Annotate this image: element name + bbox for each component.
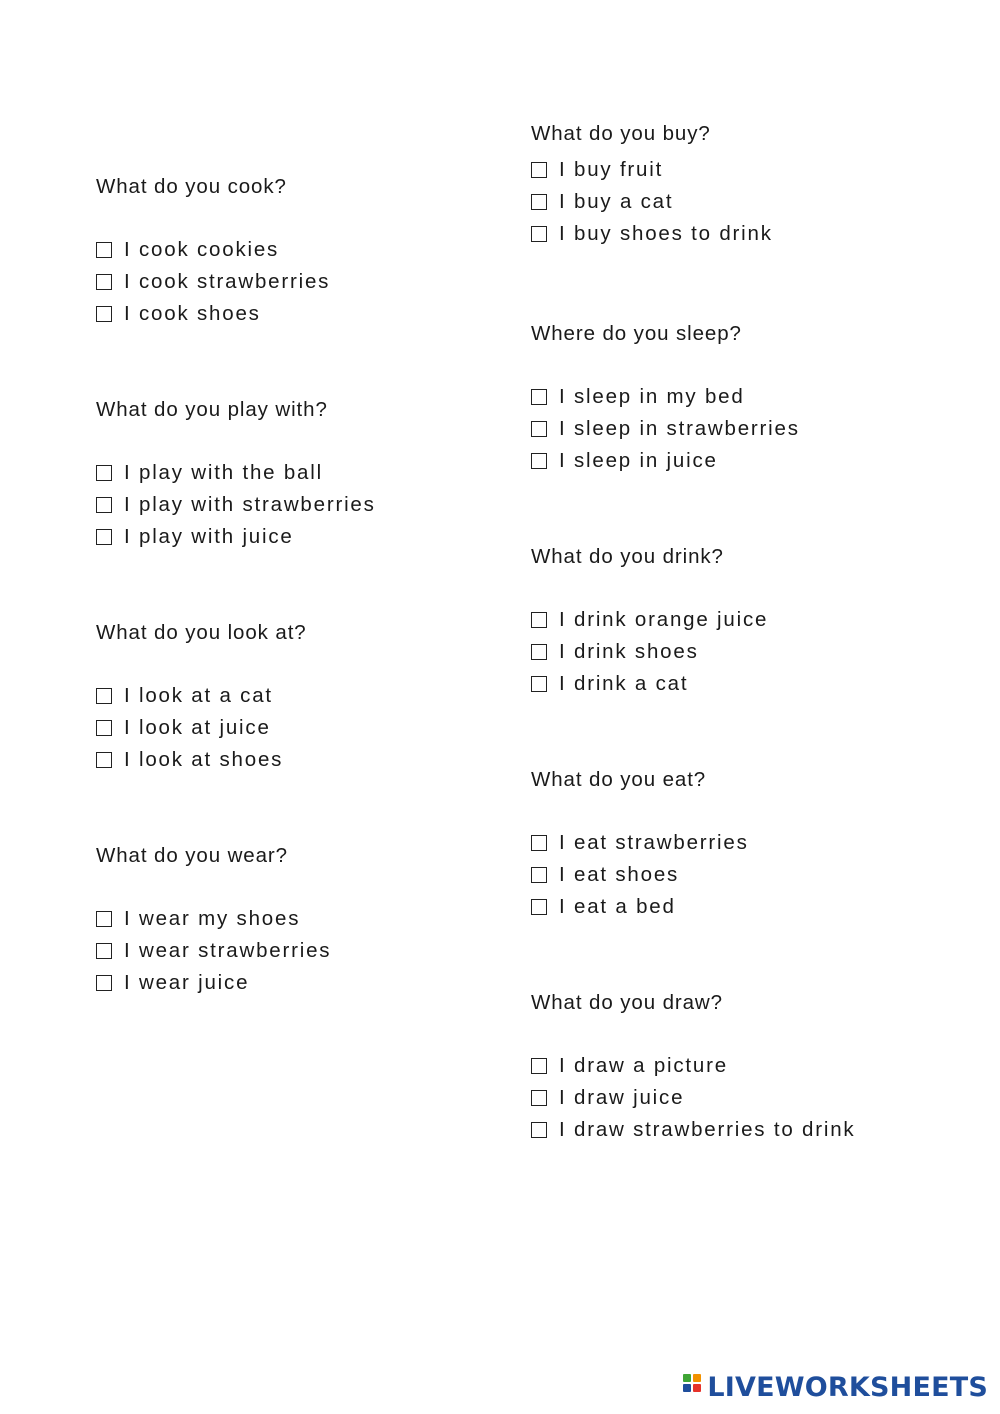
option-label: I buy shoes to drink xyxy=(559,221,773,245)
checkbox[interactable] xyxy=(531,421,547,437)
logo-mark-icon xyxy=(683,1374,703,1400)
option-item[interactable] xyxy=(531,1051,951,1083)
option-label: I cook cookies xyxy=(124,238,280,262)
option-item[interactable] xyxy=(531,186,951,218)
checkbox[interactable] xyxy=(96,688,112,704)
question-block-eat xyxy=(531,770,951,923)
question-block-draw xyxy=(531,993,951,1146)
option-item[interactable] xyxy=(531,636,951,668)
question-title: What do you play with? xyxy=(96,398,328,421)
question-title: Where do you sleep? xyxy=(531,322,742,345)
checkbox[interactable] xyxy=(96,242,112,258)
option-label: I draw a picture xyxy=(559,1054,728,1078)
question-title: What do you draw? xyxy=(531,991,723,1014)
option-item[interactable] xyxy=(531,413,951,445)
option-label: I eat shoes xyxy=(559,863,680,887)
option-label: I drink orange juice xyxy=(559,608,769,632)
option-label: I drink a cat xyxy=(559,671,689,695)
option-label: I play with the ball xyxy=(124,461,323,485)
logo-mark-square xyxy=(693,1384,701,1392)
option-label: I wear strawberries xyxy=(124,939,332,963)
option-item[interactable] xyxy=(531,891,951,923)
option-label: I drink shoes xyxy=(559,640,699,664)
options-list xyxy=(531,828,951,923)
option-label: I sleep in juice xyxy=(559,448,718,472)
checkbox[interactable] xyxy=(96,465,112,481)
checkbox[interactable] xyxy=(531,1090,547,1106)
option-item[interactable] xyxy=(531,1082,951,1114)
question-block-wear xyxy=(96,846,516,999)
question-title: What do you drink? xyxy=(531,545,724,568)
checkbox[interactable] xyxy=(531,644,547,660)
question-title: What do you wear? xyxy=(96,844,288,867)
option-label: I draw strawberries to drink xyxy=(559,1117,856,1141)
question-block-sleep xyxy=(531,324,951,477)
checkbox[interactable] xyxy=(531,1058,547,1074)
option-item[interactable] xyxy=(96,458,516,490)
checkbox[interactable] xyxy=(531,226,547,242)
question-title: What do you buy? xyxy=(531,122,711,145)
option-item[interactable] xyxy=(96,744,516,776)
checkbox[interactable] xyxy=(531,676,547,692)
option-item[interactable] xyxy=(96,235,516,267)
option-label: I play with strawberries xyxy=(124,493,376,517)
checkbox[interactable] xyxy=(96,306,112,322)
checkbox[interactable] xyxy=(531,612,547,628)
option-label: I eat strawberries xyxy=(559,831,749,855)
logo-mark-square xyxy=(683,1384,691,1392)
option-item[interactable] xyxy=(96,935,516,967)
checkbox[interactable] xyxy=(96,529,112,545)
option-item[interactable] xyxy=(96,489,516,521)
option-item[interactable] xyxy=(96,266,516,298)
option-label: I look at a cat xyxy=(124,684,273,708)
option-label: I draw juice xyxy=(559,1086,685,1110)
checkbox[interactable] xyxy=(96,911,112,927)
option-item[interactable] xyxy=(96,712,516,744)
option-item[interactable] xyxy=(96,521,516,553)
option-item[interactable] xyxy=(96,298,516,330)
option-label: I play with juice xyxy=(124,524,294,548)
option-item[interactable] xyxy=(531,859,951,891)
options-list xyxy=(96,458,516,553)
options-list xyxy=(531,605,951,700)
options-list xyxy=(531,382,951,477)
options-list xyxy=(531,155,951,250)
checkbox[interactable] xyxy=(96,975,112,991)
option-label: I cook strawberries xyxy=(124,270,331,294)
checkbox[interactable] xyxy=(96,497,112,513)
option-label: I eat a bed xyxy=(559,894,676,918)
option-item[interactable] xyxy=(531,218,951,250)
options-list xyxy=(96,235,516,330)
checkbox[interactable] xyxy=(531,194,547,210)
checkbox[interactable] xyxy=(531,389,547,405)
checkbox[interactable] xyxy=(531,899,547,915)
checkbox[interactable] xyxy=(531,835,547,851)
option-label: I buy fruit xyxy=(559,158,664,182)
option-item[interactable] xyxy=(531,605,951,637)
options-list xyxy=(96,681,516,776)
option-item[interactable] xyxy=(531,445,951,477)
option-label: I look at juice xyxy=(124,716,271,740)
option-label: I wear my shoes xyxy=(124,907,301,931)
option-item[interactable] xyxy=(531,828,951,860)
logo-text: LIVEWORKSHEETS xyxy=(707,1371,988,1403)
option-item[interactable] xyxy=(96,967,516,999)
checkbox[interactable] xyxy=(531,1122,547,1138)
question-block-play xyxy=(96,400,516,553)
option-label: I look at shoes xyxy=(124,747,284,771)
option-label: I buy a cat xyxy=(559,190,674,214)
option-label: I cook shoes xyxy=(124,301,261,325)
options-list xyxy=(96,904,516,999)
checkbox[interactable] xyxy=(96,274,112,290)
option-item[interactable] xyxy=(96,904,516,936)
option-label: I sleep in strawberries xyxy=(559,417,800,441)
option-label: I sleep in my bed xyxy=(559,385,745,409)
logo-mark-square xyxy=(683,1374,691,1382)
logo-mark-square xyxy=(693,1374,701,1382)
checkbox[interactable] xyxy=(531,867,547,883)
question-block-cook xyxy=(96,177,516,330)
liveworksheets-logo xyxy=(683,1372,988,1402)
checkbox[interactable] xyxy=(531,162,547,178)
question-block-drink xyxy=(531,547,951,700)
question-title: What do you cook? xyxy=(96,175,287,198)
question-block-buy xyxy=(531,124,951,250)
question-title: What do you look at? xyxy=(96,621,307,644)
option-item[interactable] xyxy=(531,1114,951,1146)
option-item[interactable] xyxy=(531,382,951,414)
options-list xyxy=(531,1051,951,1146)
checkbox[interactable] xyxy=(96,720,112,736)
checkbox[interactable] xyxy=(96,752,112,768)
question-title: What do you eat? xyxy=(531,768,707,791)
option-label: I wear juice xyxy=(124,970,250,994)
option-item[interactable] xyxy=(531,155,951,187)
checkbox[interactable] xyxy=(531,453,547,469)
option-item[interactable] xyxy=(531,668,951,700)
option-item[interactable] xyxy=(96,681,516,713)
checkbox[interactable] xyxy=(96,943,112,959)
question-block-look xyxy=(96,623,516,776)
